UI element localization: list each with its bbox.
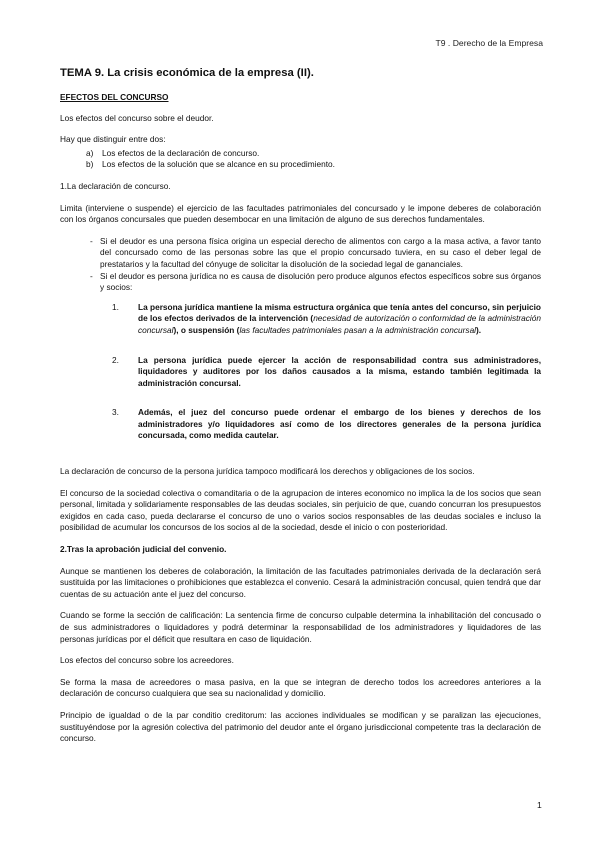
section-heading: EFECTOS DEL CONCURSO <box>60 92 169 102</box>
list-item-label: b) <box>86 159 94 170</box>
list-item <box>86 159 541 171</box>
distinguish-intro: Hay que distinguir entre dos: <box>60 134 166 145</box>
item-number: 3. <box>112 407 119 418</box>
section-1-heading: 1.La declaración de concurso. <box>60 180 171 191</box>
item-number: 1. <box>112 301 119 312</box>
numbered-item <box>100 355 541 390</box>
item-text: Además, el juez del concurso puede ordenar el embargo de los bienes y derechos de los administradores y/o liquidadores así como de los directores generales de la persona jurídica concursada, como medida cautelar. <box>138 407 541 441</box>
convenio-paragraph: Aunque se mantienen los deberes de colaboración, la limitación de las facultades patrimoniales derivada de la declaración será sustituida por las limitaciones o prohibiciones que establezca el convenio. Cesará la administración concusal, quien tendrá que dar cuentas de su actuación ante el juez del concurso. <box>60 565 541 599</box>
numbered-item <box>100 302 541 337</box>
dash-marker: - <box>90 270 93 281</box>
list-item <box>60 271 541 461</box>
list-item-text: Si el deudor es persona jurídica no es causa de disolución pero produce algunos efectos específicos sobre sus órganos y socios: <box>100 270 541 293</box>
distinguish-list <box>60 148 541 171</box>
debtor-type-list <box>60 236 541 460</box>
dash-marker: - <box>90 235 93 246</box>
declaration-paragraph: La declaración de concurso de la persona jurídica tampoco modificará los derechos y obligaciones de los socios. <box>60 466 475 477</box>
list-item <box>60 236 541 271</box>
item-number: 2. <box>112 354 119 365</box>
list-item-text: Si el deudor es una persona física origina un especial derecho de alimentos con cargo a la masa activa, a favor tanto del concursado como de las personas sobre las que el propio concursado tuviera, en su caso el deber legal de prestatarios y la facultad del cónyuge de solicitar la disolución de la sociedad legal de gananciales. <box>100 235 541 269</box>
masa-paragraph: Se forma la masa de acreedores o masa pasiva, en la que se integran de derecho todos los acreedores anteriores a la declaración de concurso cualquiera que sea su nacionalidad y domicilio. <box>60 676 541 699</box>
list-item <box>86 148 541 160</box>
creditors-heading: Los efectos del concurso sobre los acreedores. <box>60 655 234 666</box>
list-item-text: Los efectos de la declaración de concurso. <box>102 147 260 158</box>
page-number: 1 <box>537 800 542 810</box>
list-item-label: a) <box>86 147 94 158</box>
debtor-heading: Los efectos del concurso sobre el deudor. <box>60 112 214 123</box>
document-body <box>60 66 541 755</box>
numbered-item <box>100 407 541 442</box>
list-item-text: Los efectos de la solución que se alcance en su procedimiento. <box>102 159 335 170</box>
item-text: La persona jurídica puede ejercer la acción de responsabilidad contra sus administradores, liquidadores y auditores por los daños causados a la misma, estando también legitimada la administración concursal. <box>138 354 541 388</box>
numbered-list <box>100 302 541 442</box>
item-text: La persona jurídica mantiene la misma estructura orgánica que tenía antes del concurso, sin perjuicio de los efectos derivados de la intervención (necesidad de autorización o conformidad de la administración concursal), o suspensión (las facultades patrimoniales pasan a la administración concursal). <box>138 301 541 335</box>
calificacion-paragraph: Cuando se forme la sección de calificación: La sentencia firme de concurso culpable determina la inhabilitación del concusado o de sus administradores o liquidadores y podrá determinar la responsabilidad de los administradores y liquidadores de las personas jurídicas por el déficit que resultara en caso de liquidación. <box>60 610 541 644</box>
principio-paragraph: Principio de igualdad o de la par conditio creditorum: las acciones individuales se modifican y se paralizan las ejecuciones, sustituyéndose por la agresión colectiva del patrimonio del deudor ante el órgano jurisdiccional competente tras la declaración de concurso. <box>60 709 541 744</box>
section-2-heading: 2.Tras la aprobación judicial del convenio. <box>60 544 227 555</box>
section-1-intro: Limita (interviene o suspende) el ejercicio de las facultades patrimoniales del concursado y le impone deberes de colaboración con los órganos concursales que pueden desembocar en una limitación de alguno de sus derechos fundamentales. <box>60 202 541 225</box>
running-header: T9 . Derecho de la Empresa <box>435 38 543 48</box>
list-item-body <box>100 271 541 461</box>
page-title: TEMA 9. La crisis económica de la empresa (II). <box>60 67 314 79</box>
collective-society-paragraph: El concurso de la sociedad colectiva o comanditaria o de la agrupacion de interes economico no implica la de los socios que sean personal, limitada y solidariamente responsables de las deudas sociales, sin perjuicio de que, cuando concurran los presupuestos exigidos en cada caso, pueda declararse el concurso de uno o varios socios responsables de las deudas sociales e incluso la posibilidad de acumular los concursos de los socios al de la sociedad, desde el inicio o con posterioridad. <box>60 487 541 533</box>
